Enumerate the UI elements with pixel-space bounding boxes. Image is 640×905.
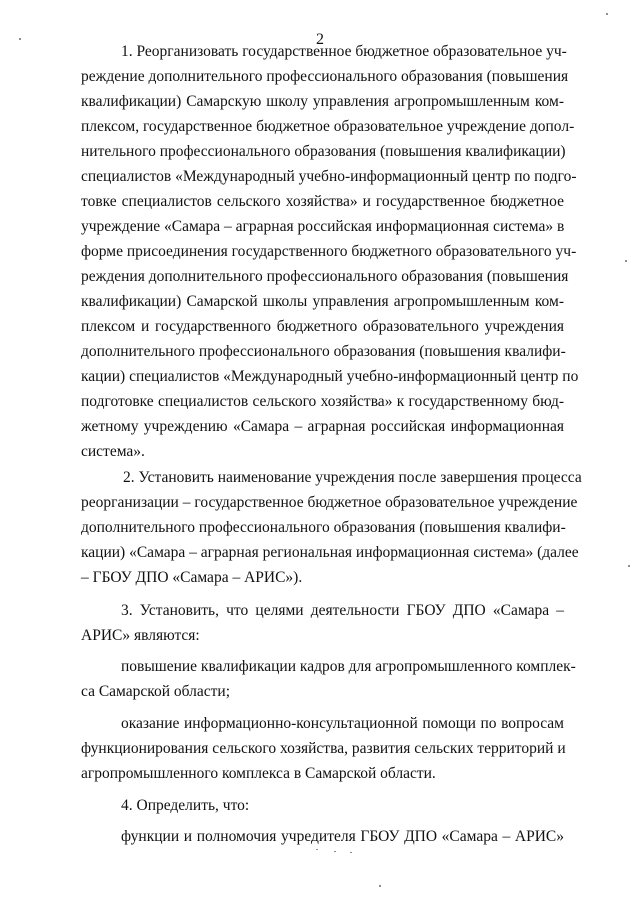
- text-line: са Самарской области;: [81, 683, 231, 700]
- scan-speck: [350, 852, 352, 853]
- scan-speck: [19, 38, 21, 40]
- text-line: система».: [81, 443, 145, 460]
- page-number: 2: [316, 31, 324, 48]
- text-line: функции и полномочия учредителя ГБОУ ДПО «Самара – АРИС»: [121, 828, 564, 845]
- text-line: 1. Реорганизовать государственное бюджетное образовательное уч-: [121, 43, 567, 60]
- text-line: реждения дополнительного профессионального образования (повышения: [81, 268, 569, 285]
- text-line: 4. Определить, что:: [121, 797, 250, 814]
- text-line: дополнительного профессионального образования (повышения квалифи-: [81, 519, 566, 536]
- text-line: форме присоединения государственного бюджетного образовательного уч-: [81, 243, 577, 260]
- scan-speck: [316, 849, 318, 850]
- text-line: плексом, государственное бюджетное образовательное учреждение допол-: [81, 118, 575, 135]
- text-line: плексом и государственного бюджетного образовательного учреждения: [81, 318, 564, 335]
- text-line: учреждение «Самара – аграрная российская информационная система» в: [81, 218, 565, 235]
- text-line: агропромышленного комплекса в Самарской области.: [81, 765, 436, 782]
- text-line: 2. Установить наименование учреждения после завершения процесса: [123, 469, 582, 486]
- text-line: кации) специалистов «Международный учебно-информационный центр по: [81, 368, 579, 385]
- text-line: – ГБОУ ДПО «Самара – АРИС»).: [81, 569, 303, 586]
- text-line: жетному учреждению «Самара – аграрная российская информационная: [81, 418, 564, 435]
- text-line: 3. Установить, что целями деятельности ГБОУ ДПО «Самара –: [121, 602, 564, 619]
- text-line: квалификации) Самарской школы управления агропромышленным ком-: [81, 293, 564, 310]
- text-line: дополнительного профессионального образования (повышения квалифи-: [81, 343, 566, 360]
- scan-speck: [606, 13, 608, 15]
- text-line: АРИС» являются:: [81, 627, 200, 644]
- text-line: реждение дополнительного профессионального образования (повышения: [81, 68, 569, 85]
- text-line: реорганизации – государственное бюджетное образовательное учреждение: [81, 494, 578, 511]
- text-line: товке специалистов сельского хозяйства» и государственное бюджетное: [81, 193, 564, 210]
- text-line: повышение квалификации кадров для агропромышленного комплек-: [121, 658, 576, 675]
- scan-speck: [379, 885, 381, 887]
- text-line: квалификации) Самарскую школу управления агропромышленным ком-: [81, 93, 564, 110]
- text-line: кации) «Самара – аграрная региональная информационная система» (далее: [81, 544, 579, 561]
- scan-speck: [628, 565, 630, 567]
- text-line: функционирования сельского хозяйства, развития сельских территорий и: [81, 740, 566, 757]
- text-line: специалистов «Международный учебно-информационный центр по подго-: [81, 168, 577, 185]
- text-line: нительного профессионального образования (повышения квалификации): [81, 143, 566, 160]
- scan-speck: [334, 851, 336, 852]
- scan-speck: [625, 260, 627, 262]
- text-line: подготовке специалистов сельского хозяйства» к государственному бюд-: [81, 393, 564, 410]
- text-line: оказание информационно-консультационной помощи по вопросам: [121, 715, 564, 732]
